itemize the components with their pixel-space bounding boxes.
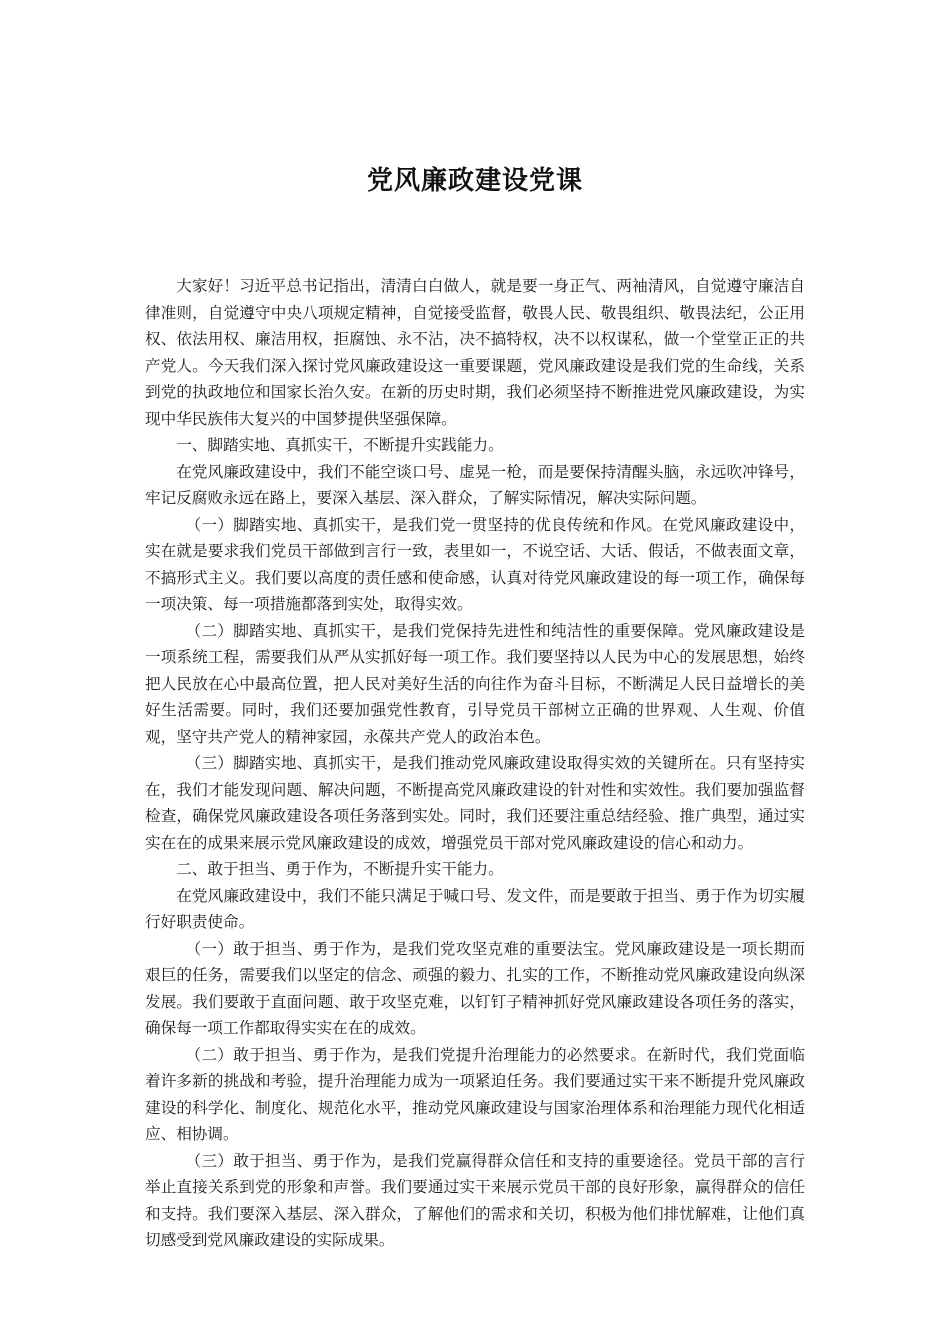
document-title: 党风廉政建设党课: [366, 166, 583, 196]
paragraph: （三）敢于担当、勇于作为，是我们党赢得群众信任和支持的重要途径。党员干部的言行举止直接关系到党的形象和声誉。我们要通过实干来展示党员干部的良好形象，赢得群众的信任和支持。我们要深入基层、深入群众，了解他们的需求和关切，积极为他们排忧解难，让他们真切感受到党风廉政建设的实际成果。: [145, 1151, 805, 1249]
section-heading: 二、敢于担当、勇于作为，不断提升实干能力。: [176, 860, 504, 878]
paragraph: （三）脚踏实地、真抓实干，是我们推动党风廉政建设取得实效的关键所在。只有坚持实在，我们才能发现问题、解决问题，不断提高党风廉政建设的针对性和实效性。我们要加强监督检查，确保党风廉政建设各项任务落到实处。同时，我们还要注重总结经验、推广典型，通过实实在在的成果来展示党风廉政建设的成效，增强党员干部对党风廉政建设的信心和动力。: [145, 754, 805, 852]
section-heading: 一、脚踏实地、真抓实干，不断提升实践能力。: [176, 436, 504, 454]
document-body: [145, 273, 805, 1254]
paragraph: 在党风廉政建设中，我们不能只满足于喊口号、发文件，而是要敢于担当、勇于作为切实履行好职责使命。: [145, 886, 805, 931]
paragraph: （一）脚踏实地、真抓实干，是我们党一贯坚持的优良传统和作风。在党风廉政建设中，实在就是要求我们党员干部做到言行一致，表里如一，不说空话、大话、假话，不做表面文章，不搞形式主义。我们要以高度的责任感和使命感，认真对待党风廉政建设的每一项工作，确保每一项决策、每一项措施都落到实处，取得实效。: [145, 515, 805, 613]
paragraph: （二）脚踏实地、真抓实干，是我们党保持先进性和纯洁性的重要保障。党风廉政建设是一项系统工程，需要我们从严从实抓好每一项工作。我们要坚持以人民为中心的发展思想，始终把人民放在心中最高位置，把人民对美好生活的向往作为奋斗目标，不断满足人民日益增长的美好生活需要。同时，我们还要加强党性教育，引导党员干部树立正确的世界观、人生观、价值观，坚守共产党人的精神家园，永葆共产党人的政治本色。: [145, 621, 805, 746]
paragraph: 大家好！习近平总书记指出，清清白白做人，就是要一身正气、两袖清风，自觉遵守廉洁自律准则，自觉遵守中央八项规定精神，自觉接受监督，敬畏人民、敬畏组织、敬畏法纪，公正用权、依法用权、廉洁用权，拒腐蚀、永不沾，决不搞特权，决不以权谋私，做一个堂堂正正的共产党人。今天我们深入探讨党风廉政建设这一重要课题，党风廉政建设是我们党的生命线，关系到党的执政地位和国家长治久安。在新的历史时期，我们必须坚持不断推进党风廉政建设，为实现中华民族伟大复兴的中国梦提供坚强保障。: [145, 277, 805, 428]
paragraph: 在党风廉政建设中，我们不能空谈口号、虚晃一枪，而是要保持清醒头脑，永远吹冲锋号，牢记反腐败永远在路上，要深入基层、深入群众，了解实际情况，解决实际问题。: [145, 462, 805, 507]
paragraph: （一）敢于担当、勇于作为，是我们党攻坚克难的重要法宝。党风廉政建设是一项长期而艰巨的任务，需要我们以坚定的信念、顽强的毅力、扎实的工作，不断推动党风廉政建设向纵深发展。我们要敢于直面问题、敢于攻坚克难，以钉钉子精神抓好党风廉政建设各项任务的落实，确保每一项工作都取得实实在在的成效。: [145, 939, 805, 1037]
paragraph: （二）敢于担当、勇于作为，是我们党提升治理能力的必然要求。在新时代，我们党面临着许多新的挑战和考验，提升治理能力成为一项紧迫任务。我们要通过实干来不断提升党风廉政建设的科学化、制度化、规范化水平，推动党风廉政建设与国家治理体系和治理能力现代化相适应、相协调。: [145, 1045, 805, 1143]
